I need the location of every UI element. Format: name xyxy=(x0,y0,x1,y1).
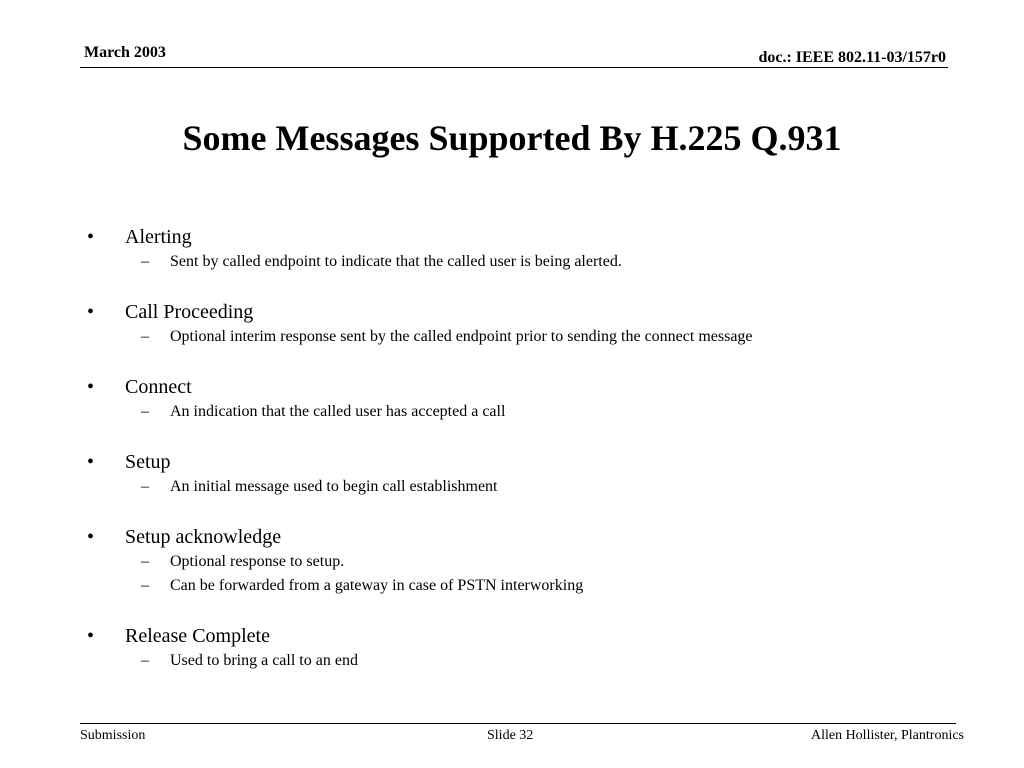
bullet-item-label: Setup xyxy=(125,451,171,473)
dash-icon: – xyxy=(141,553,149,570)
bullet-icon: • xyxy=(87,526,95,548)
sub-bullet-text: Sent by called endpoint to indicate that the called user is being alerted. xyxy=(170,253,622,270)
dash-icon: – xyxy=(141,403,149,420)
footer-divider xyxy=(80,723,956,724)
dash-icon: – xyxy=(141,253,149,270)
header-date: March 2003 xyxy=(84,44,166,61)
bullet-icon: • xyxy=(87,226,95,248)
bullet-item-label: Release Complete xyxy=(125,625,270,647)
dash-icon: – xyxy=(141,652,149,669)
bullet-item-label: Call Proceeding xyxy=(125,301,254,323)
sub-bullet-text: An indication that the called user has accepted a call xyxy=(170,403,506,420)
bullet-icon: • xyxy=(87,301,95,323)
dash-icon: – xyxy=(141,478,149,495)
sub-bullet-text: Optional response to setup. xyxy=(170,553,345,570)
header-doc-id: doc.: IEEE 802.11-03/157r0 xyxy=(758,49,946,66)
sub-bullet-text: Optional interim response sent by the called endpoint prior to sending the connect message xyxy=(170,328,753,345)
bullet-item-label: Connect xyxy=(125,376,192,398)
sub-bullet-text: An initial message used to begin call establishment xyxy=(170,478,498,495)
sub-bullet-text: Can be forwarded from a gateway in case of PSTN interworking xyxy=(170,577,584,594)
sub-bullet-text: Used to bring a call to an end xyxy=(170,652,358,669)
dash-icon: – xyxy=(141,328,149,345)
dash-icon: – xyxy=(141,577,149,594)
bullet-icon: • xyxy=(87,625,95,647)
slide-title: Some Messages Supported By H.225 Q.931 xyxy=(182,118,842,158)
bullet-icon: • xyxy=(87,376,95,398)
footer-slide-number: Slide 32 xyxy=(487,728,534,743)
bullet-item-label: Alerting xyxy=(125,226,192,248)
footer-submission: Submission xyxy=(80,728,146,743)
footer-author: Allen Hollister, Plantronics xyxy=(810,728,964,743)
bullet-icon: • xyxy=(87,451,95,473)
bullet-item-label: Setup acknowledge xyxy=(125,526,282,548)
